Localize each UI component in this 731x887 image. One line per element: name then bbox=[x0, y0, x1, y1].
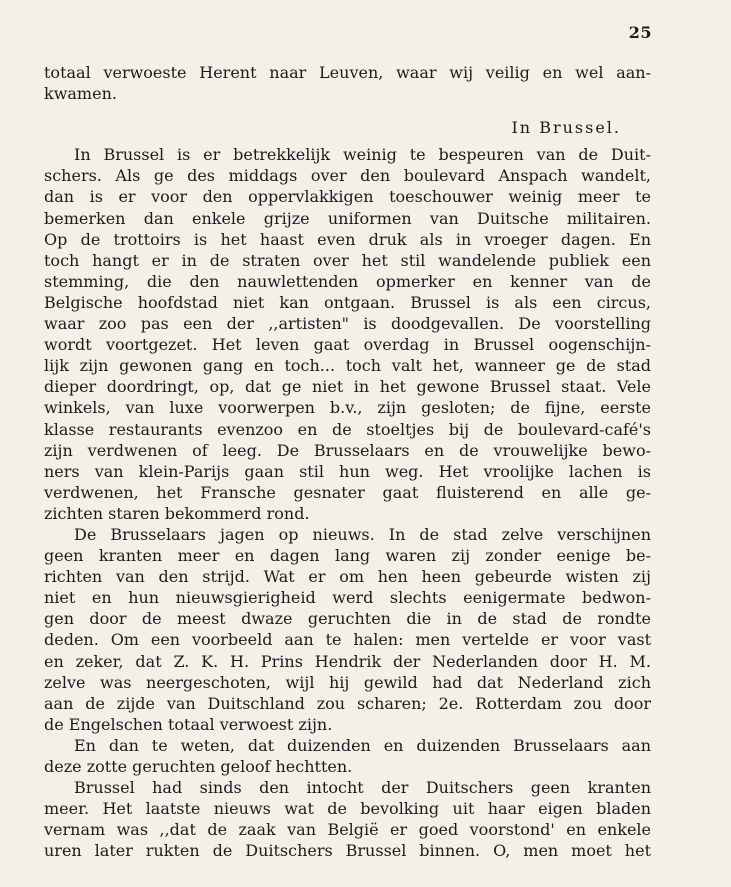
text-line: bemerken dan enkele grijze uniformen van Duitsche militairen. bbox=[44, 208, 651, 228]
text-line: zichten staren bekommerd rond. bbox=[44, 503, 310, 523]
text-line: schers. Als ge des middags over den boulevard Anspach wandelt, bbox=[44, 166, 651, 186]
text-line: meer. Het laatste nieuws wat de bevolking uit haar eigen bladen bbox=[44, 799, 651, 819]
text-line: vernam was ,,dat de zaak van België er goed voorstond' en enkele bbox=[44, 820, 651, 840]
text-line: Brussel had sinds den intocht der Duitschers geen kranten bbox=[74, 778, 651, 798]
text-line: niet en hun nieuwsgierigheid werd slechts eenigermate bedwon- bbox=[44, 588, 651, 608]
text-line: toch hangt er in de straten over het stil wandelende publiek een bbox=[44, 250, 651, 270]
paragraph bbox=[44, 144, 651, 524]
page-text bbox=[44, 62, 651, 861]
text-line: deze zotte geruchten geloof hechtten. bbox=[44, 757, 353, 776]
text-line: totaal verwoeste Herent naar Leuven, waar wij veilig en wel aan- bbox=[44, 63, 651, 82]
text-line: stemming, die den nauwlettenden opmerker en kenner van de bbox=[44, 271, 651, 291]
text-line: zijn verdwenen of leeg. De Brusselaars en de vrouwelijke bewo- bbox=[44, 440, 651, 460]
text-line: De Brusselaars jagen op nieuws. In de stad zelve verschijnen bbox=[74, 524, 651, 544]
text-line: lijk zijn gewonen gang en toch... toch valt het, wanneer ge de stad bbox=[44, 356, 651, 376]
text-line: geen kranten meer en dagen lang waren zij zonder eenige be- bbox=[44, 546, 651, 566]
section-heading: In Brussel. bbox=[511, 118, 621, 138]
text-line: dieper doordringt, op, dat ge niet in het gewone Brussel staat. Vele bbox=[44, 377, 651, 397]
page-number: 25 bbox=[628, 23, 652, 42]
paragraph bbox=[44, 777, 651, 861]
paragraph bbox=[44, 735, 651, 777]
continuation-paragraph bbox=[44, 62, 651, 104]
text-line: waar zoo pas een der ,,artisten" is doodgevallen. De voorstelling bbox=[44, 314, 651, 334]
text-line: richten van den strijd. Wat er om hen heen gebeurde wisten zij bbox=[44, 567, 651, 587]
text-line: winkels, van luxe voorwerpen b.v., zijn gesloten; de fijne, eerste bbox=[44, 398, 651, 418]
text-line: uren later rukten de Duitschers Brussel binnen. O, men moet het bbox=[44, 841, 651, 861]
text-line: Op de trottoirs is het haast even druk als in vroeger dagen. En bbox=[44, 229, 651, 249]
paragraph bbox=[44, 524, 651, 735]
text-line: verdwenen, het Fransche gesnater gaat fluisterend en alle ge- bbox=[44, 482, 651, 502]
text-line: klasse restaurants evenzoo en de stoeltjes bij de boulevard-café's bbox=[44, 419, 651, 439]
text-line: wordt voortgezet. Het leven gaat overdag in Brussel oogenschijn- bbox=[44, 335, 651, 355]
text-line: dan is er voor den oppervlakkigen toeschouwer weinig meer te bbox=[44, 187, 651, 207]
text-line: kwamen. bbox=[44, 84, 117, 104]
text-line: ners van klein-Parijs gaan stil hun weg. Het vroolijke lachen is bbox=[44, 461, 651, 481]
text-line: Belgische hoofdstad niet kan ontgaan. Brussel is als een circus, bbox=[44, 292, 651, 312]
text-line: zelve was neergeschoten, wijl hij gewild had dat Nederland zich bbox=[44, 672, 651, 692]
text-line: aan de zijde van Duitschland zou scharen; 2e. Rotterdam zou door bbox=[44, 693, 651, 713]
text-line: de Engelschen totaal verwoest zijn. bbox=[44, 714, 333, 734]
text-line: deden. Om een voorbeeld aan te halen: men vertelde er voor vast bbox=[44, 630, 651, 650]
text-line: En dan te weten, dat duizenden en duizenden Brusselaars aan bbox=[74, 735, 651, 755]
text-line: In Brussel is er betrekkelijk weinig te bespeuren van de Duit- bbox=[74, 145, 651, 165]
text-line: gen door de meest dwaze geruchten die in de stad de rondte bbox=[44, 609, 651, 629]
text-line: en zeker, dat Z. K. H. Prins Hendrik der Nederlanden door H. M. bbox=[44, 651, 651, 671]
